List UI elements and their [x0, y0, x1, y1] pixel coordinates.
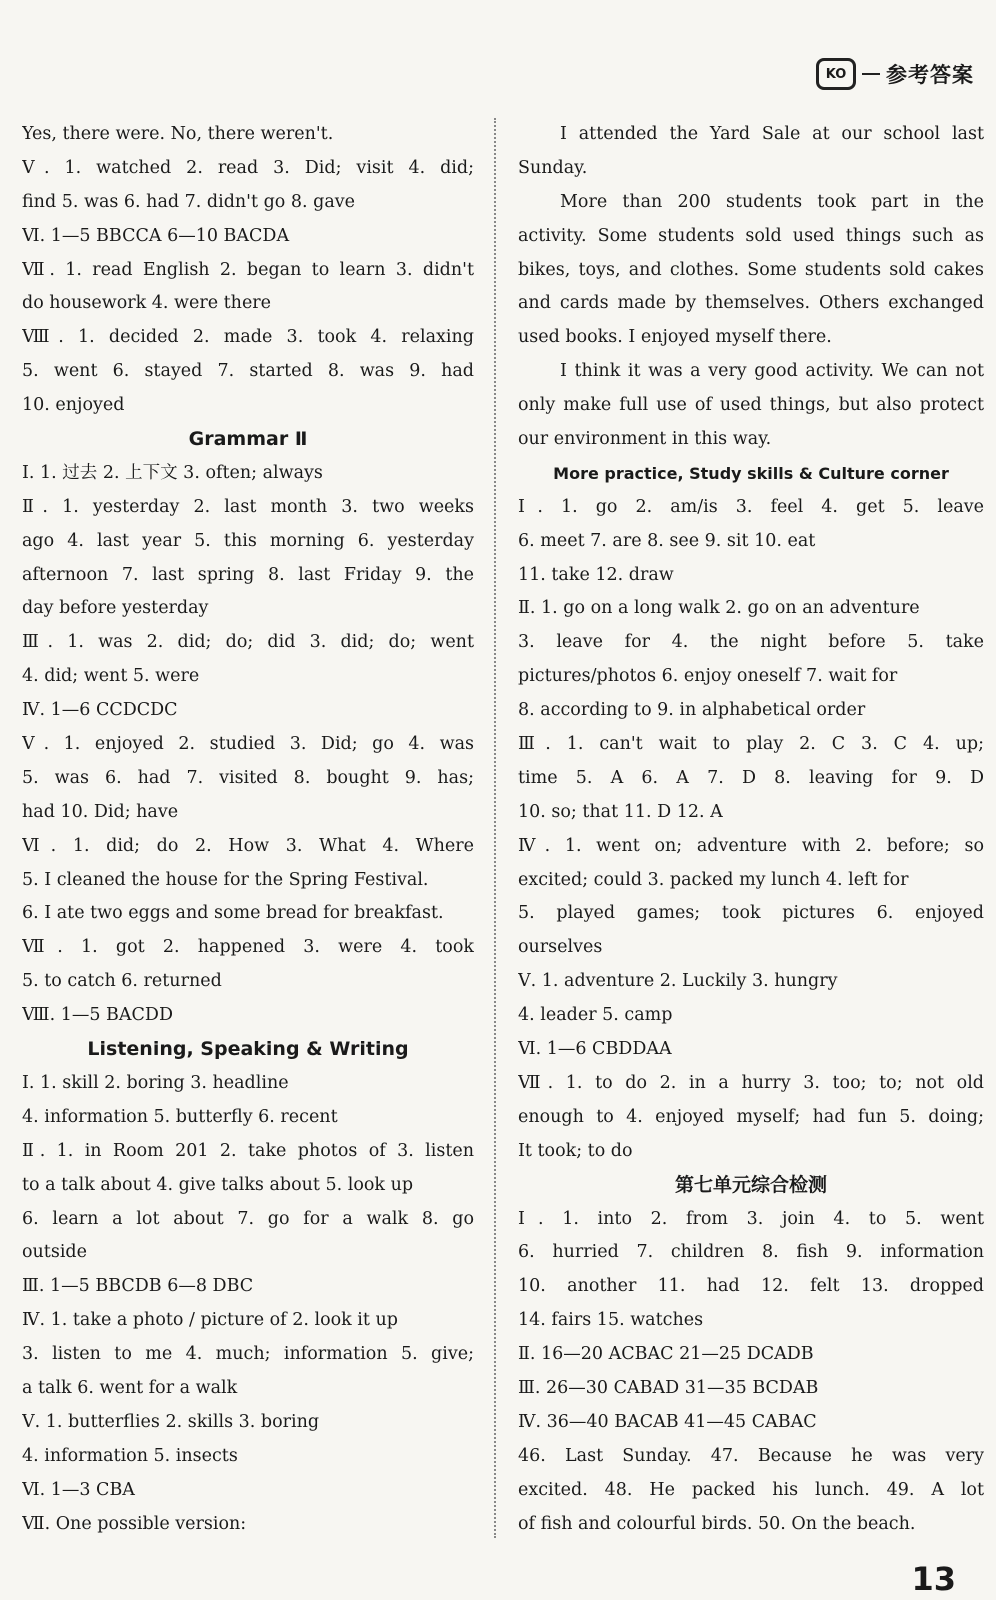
answer-line: Ⅶ. 1. got 2. happened 3. were 4. took — [22, 937, 474, 958]
answer-line: Ⅳ. 1—6 CCDCDC — [22, 700, 178, 721]
answer-line: excited; could 3. packed my lunch 4. left for — [518, 869, 909, 890]
answer-line: only make full use of used things, but also protect — [518, 395, 984, 416]
answer-line: time 5. A 6. A 7. D 8. leaving for 9. D — [518, 767, 984, 788]
answer-line: 5. I cleaned the house for the Spring Festival. — [22, 869, 429, 890]
answer-line: Ⅲ. 1—5 BBCDB 6—8 DBC — [22, 1276, 254, 1297]
answer-line: 8. according to 9. in alphabetical order — [518, 700, 866, 721]
answer-line: Ⅷ. 1—5 BACDD — [22, 1005, 173, 1026]
answer-line: of fish and colourful birds. 50. On the beach. — [518, 1513, 916, 1534]
page-header — [816, 58, 974, 90]
answer-line: bikes, toys, and clothes. Some students sold cakes — [518, 259, 984, 280]
section-heading: Listening, Speaking & Writing — [87, 1038, 409, 1061]
answer-line: Ⅶ. 1. read English 2. began to learn 3. didn't — [22, 259, 474, 280]
right-column — [518, 118, 984, 1541]
answer-line: 5. was 6. had 7. visited 8. bought 9. has; — [22, 767, 474, 788]
answer-line: 3. listen to me 4. much; information 5. give; — [22, 1344, 474, 1365]
answer-line: Ⅱ. 1. in Room 201 2. take photos of 3. listen — [22, 1140, 474, 1161]
answer-line: do housework 4. were there — [22, 293, 272, 314]
answer-line: Ⅰ. 1. skill 2. boring 3. headline — [22, 1072, 289, 1093]
answer-line: day before yesterday — [22, 598, 209, 619]
answer-line: used books. I enjoyed myself there. — [518, 327, 832, 348]
answer-line: Ⅰ. 1. 过去 2. 上下文 3. often; always — [22, 462, 323, 483]
answer-line: 5. to catch 6. returned — [22, 971, 222, 992]
answer-line: Ⅴ. 1. watched 2. read 3. Did; visit 4. did; — [22, 157, 474, 178]
answer-line: outside — [22, 1242, 87, 1263]
answer-line: 4. did; went 5. were — [22, 666, 200, 687]
answer-line: 4. leader 5. camp — [518, 1005, 673, 1026]
answer-line: I attended the Yard Sale at our school last — [560, 124, 984, 144]
answer-line: Ⅵ. 1—5 BBCCA 6—10 BACDA — [22, 225, 290, 246]
answer-line: It took; to do — [518, 1140, 633, 1161]
answer-line: and cards made by themselves. Others exchanged — [518, 293, 984, 314]
answer-line: 10. another 11. had 12. felt 13. dropped — [518, 1276, 984, 1297]
answer-line: Ⅴ. 1. adventure 2. Luckily 3. hungry — [518, 971, 838, 992]
answer-line: Ⅳ. 1. went on; adventure with 2. before; so — [518, 835, 984, 856]
answer-line: ourselves — [518, 937, 603, 958]
answer-line: a talk 6. went for a walk — [22, 1377, 238, 1398]
answer-line: afternoon 7. last spring 8. last Friday 9. the — [22, 564, 474, 585]
answer-line: 5. played games; took pictures 6. enjoyed — [518, 903, 984, 924]
answer-line: 4. information 5. butterfly 6. recent — [22, 1106, 338, 1127]
answer-line: 10. enjoyed — [22, 395, 125, 416]
answer-line: activity. Some students sold used things such as — [518, 225, 984, 246]
answer-line: Ⅳ. 36—40 BACAB 41—45 CABAC — [518, 1411, 817, 1432]
answer-line: Ⅴ. 1. butterflies 2. skills 3. boring — [22, 1411, 320, 1432]
answer-line: 11. take 12. draw — [518, 564, 674, 585]
answer-line: Ⅳ. 1. take a photo / picture of 2. look it up — [22, 1310, 398, 1331]
answer-line: Ⅶ. One possible version: — [22, 1513, 247, 1534]
answer-line: excited. 48. He packed his lunch. 49. A lot — [518, 1479, 984, 1500]
answer-line: Ⅵ. 1. did; do 2. How 3. What 4. Where — [22, 835, 474, 856]
answer-line: enough to 4. enjoyed myself; had fun 5. doing; — [518, 1106, 984, 1127]
answer-line: Ⅵ. 1—3 CBA — [22, 1479, 135, 1500]
answer-line: Ⅶ. 1. to do 2. in a hurry 3. too; to; not old — [518, 1072, 984, 1093]
header-rule — [862, 73, 880, 75]
brand-logo — [816, 58, 856, 90]
answer-line: Ⅷ. 1. decided 2. made 3. took 4. relaxing — [22, 327, 474, 348]
answer-line: Ⅲ. 26—30 CABAD 31—35 BCDAB — [518, 1377, 819, 1398]
left-column — [22, 118, 474, 1541]
answer-line: Ⅲ. 1. was 2. did; do; did 3. did; do; went — [22, 632, 474, 653]
answer-line: 46. Last Sunday. 47. Because he was very — [518, 1445, 984, 1466]
logo-text: KO — [825, 66, 847, 82]
answer-line: Ⅱ. 16—20 ACBAC 21—25 DCADB — [518, 1344, 814, 1365]
answer-line: 4. information 5. insects — [22, 1445, 238, 1466]
answer-line: Ⅱ. 1. go on a long walk 2. go on an adventure — [518, 598, 920, 619]
answer-line: 6. learn a lot about 7. go for a walk 8. go — [22, 1208, 474, 1229]
answer-line: Yes, there were. No, there weren't. — [22, 124, 334, 144]
answer-line: pictures/photos 6. enjoy oneself 7. wait for — [518, 666, 898, 687]
answer-line: Ⅴ. 1. enjoyed 2. studied 3. Did; go 4. was — [22, 734, 474, 755]
answer-line: Ⅱ. 1. yesterday 2. last month 3. two weeks — [22, 496, 474, 517]
answer-line: 3. leave for 4. the night before 5. take — [518, 632, 984, 653]
answer-line: ago 4. last year 5. this morning 6. yesterday — [22, 530, 474, 551]
answer-line: 6. I ate two eggs and some bread for breakfast. — [22, 903, 444, 924]
answer-line: Sunday. — [518, 157, 588, 178]
answer-line: 6. meet 7. are 8. see 9. sit 10. eat — [518, 530, 816, 551]
answer-line: Ⅰ. 1. into 2. from 3. join 4. to 5. went — [518, 1208, 984, 1229]
section-heading: More practice, Study skills & Culture corner — [553, 463, 949, 483]
answer-line: 5. went 6. stayed 7. started 8. was 9. had — [22, 361, 474, 382]
answer-line: I think it was a very good activity. We can not — [560, 361, 984, 382]
answer-line: Ⅰ. 1. go 2. am/is 3. feel 4. get 5. leave — [518, 496, 984, 517]
section-heading: 第七单元综合检测 — [674, 1173, 827, 1196]
header-title: 参考答案 — [886, 63, 974, 87]
answer-line: to a talk about 4. give talks about 5. look up — [22, 1174, 414, 1195]
answer-line: had 10. Did; have — [22, 801, 179, 822]
page-number: 13 — [911, 1560, 956, 1598]
answer-line: our environment in this way. — [518, 429, 772, 450]
column-divider — [494, 118, 496, 1538]
section-heading: Grammar Ⅱ — [188, 428, 308, 451]
answer-line: 10. so; that 11. D 12. A — [518, 801, 723, 822]
answer-line: 6. hurried 7. children 8. fish 9. information — [518, 1242, 984, 1263]
answer-line: Ⅵ. 1—6 CBDDAA — [518, 1039, 672, 1060]
answer-line: Ⅲ. 1. can't wait to play 2. C 3. C 4. up; — [518, 734, 984, 755]
answer-line: find 5. was 6. had 7. didn't go 8. gave — [22, 191, 356, 212]
answer-line: 14. fairs 15. watches — [518, 1310, 704, 1331]
answer-line: More than 200 students took part in the — [560, 191, 984, 212]
